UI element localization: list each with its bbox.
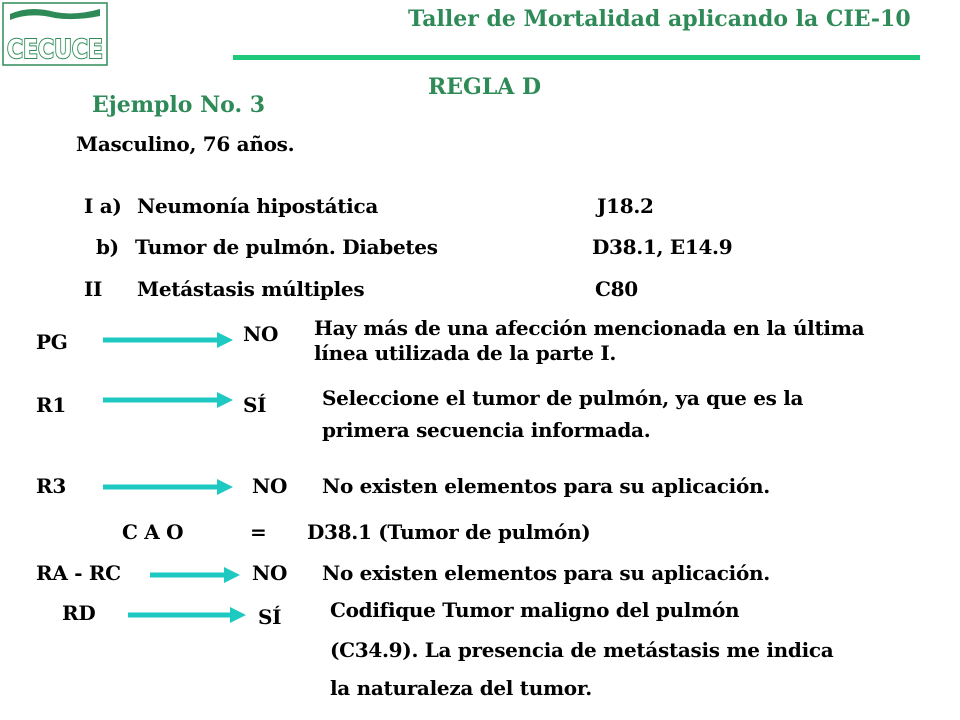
header-title: Taller de Mortalidad aplicando la CIE-10	[408, 6, 911, 32]
step-note-rd-1: Codifique Tumor maligno del pulmón	[330, 598, 740, 622]
step-rule-ra-rc: RA - RC	[36, 561, 121, 585]
rule-title: REGLA D	[428, 74, 542, 100]
arrow-right-icon	[150, 565, 242, 585]
cert-condition-ia: Neumonía hipostática	[137, 194, 379, 218]
step-answer-ra-rc: NO	[252, 561, 288, 585]
step-answer-r3: NO	[252, 474, 288, 498]
arrow-right-icon	[103, 477, 235, 497]
cao-label: C A O	[122, 520, 184, 544]
arrow-right-icon	[103, 390, 235, 410]
step-note-r3-1: No existen elementos para su aplicación.	[322, 474, 770, 498]
step-rule-r1: R1	[36, 393, 66, 417]
step-rule-r3: R3	[36, 474, 66, 498]
patient-info: Masculino, 76 años.	[76, 132, 295, 156]
step-note-pg-2: línea utilizada de la parte I.	[314, 341, 617, 365]
cert-code-ia: J18.2	[597, 194, 654, 218]
cert-code-b: D38.1, E14.9	[592, 235, 733, 259]
step-note-rd-2: (C34.9). La presencia de metástasis me indica	[330, 638, 834, 662]
arrow-right-icon	[128, 605, 248, 625]
step-answer-r1: SÍ	[243, 393, 267, 417]
step-answer-rd: SÍ	[258, 605, 282, 629]
cert-condition-ii: Metástasis múltiples	[137, 277, 365, 301]
step-note-pg-1: Hay más de una afección mencionada en la última	[314, 316, 865, 340]
cecuce-logo	[0, 0, 110, 70]
cao-value: D38.1 (Tumor de pulmón)	[307, 520, 591, 544]
cert-label-b: b)	[96, 235, 119, 259]
cert-label-ii: II	[84, 277, 103, 301]
step-note-r1-1: Seleccione el tumor de pulmón, ya que es la	[322, 386, 804, 410]
cao-equals: =	[250, 520, 267, 544]
header-rule	[233, 55, 920, 60]
step-rule-rd: RD	[62, 601, 96, 625]
cert-condition-b: Tumor de pulmón. Diabetes	[135, 235, 438, 259]
step-answer-pg: NO	[243, 322, 279, 346]
step-rule-pg: PG	[36, 330, 68, 354]
logo-text: CECUCE	[7, 35, 103, 65]
step-note-rd-3: la naturaleza del tumor.	[330, 676, 592, 700]
step-note-ra-rc-1: No existen elementos para su aplicación.	[322, 561, 770, 585]
arrow-right-icon	[103, 330, 235, 350]
cert-code-ii: C80	[595, 277, 638, 301]
step-note-r1-2: primera secuencia informada.	[322, 418, 651, 442]
cert-label-ia: I a)	[84, 194, 122, 218]
example-title: Ejemplo No. 3	[92, 92, 266, 118]
